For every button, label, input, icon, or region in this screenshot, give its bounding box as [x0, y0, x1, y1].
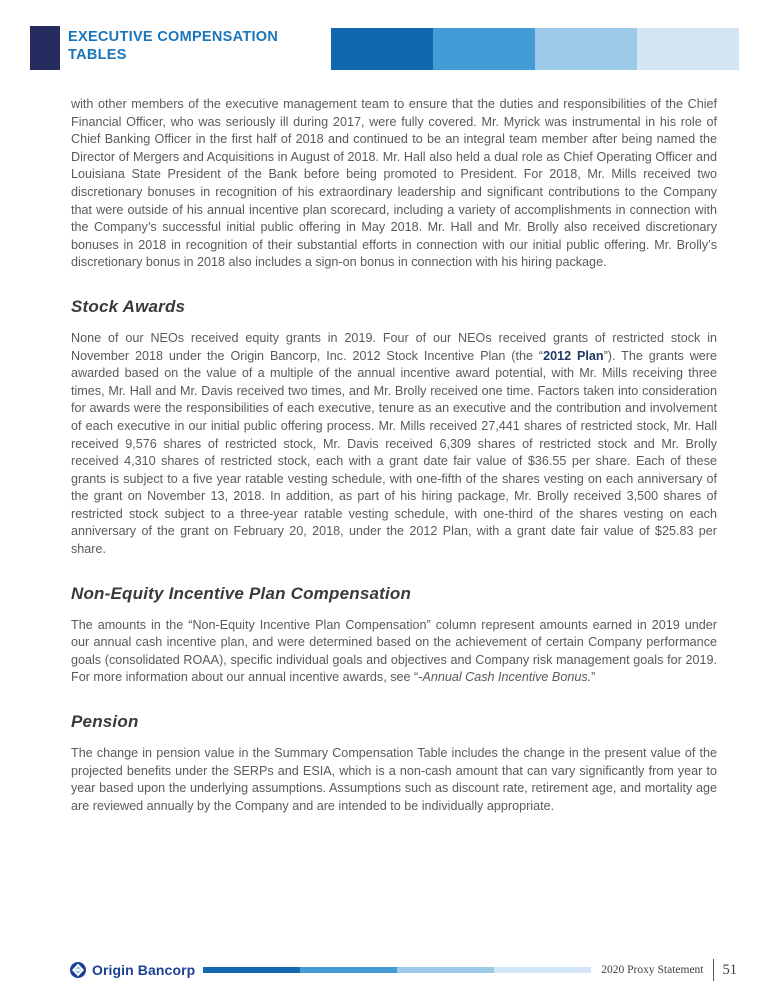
non-equity-text-before: The amounts in the “Non-Equity Incentive Plan Compensation” column represent amounts earned in 2019 under our annual cash incentive plan, and were determined based on the achievement of certain Company performance goals (consolidated ROAA), specific individual goals and objectives and Company risk management goals for 2019. For more information about our annual incentive awards, see “ [71, 617, 717, 685]
footer-divider [713, 959, 714, 981]
footer-document-title: 2020 Proxy Statement [601, 964, 704, 976]
pension-paragraph: The change in pension value in the Summary Compensation Table includes the change in the present value of the projected benefits under the SERPs and ESIA, which is a non-cash amount that can vary significantly from year to year based upon the underlying assumptions. Assumptions such as discount rate, retirement age, and mortality age are reviewed annually by the Company and are intended to be individually appropriate. [71, 746, 717, 813]
page-title-line2: TABLES [68, 47, 127, 63]
stock-awards-paragraph [71, 330, 717, 559]
page-title [68, 28, 278, 64]
page-footer [70, 956, 737, 984]
header-gradient-bar [331, 28, 739, 70]
non-equity-text-after: ” [591, 670, 596, 685]
stock-awards-text-before: None of our NEOs received equity grants in 2019. Four of our NEOs received grants of restricted stock in November 2018 under the Origin Bancorp, Inc. 2012 Stock Incentive Plan (the “ [71, 330, 717, 363]
origin-bancorp-logo-icon [70, 962, 86, 978]
non-equity-paragraph [71, 617, 717, 687]
gradient-segment-2 [433, 28, 535, 70]
stock-awards-heading: Stock Awards [71, 296, 186, 316]
non-equity-heading: Non-Equity Incentive Plan Compensation [71, 583, 412, 603]
footer-brand-name: Origin Bancorp [92, 962, 196, 978]
gradient-segment-3 [535, 28, 637, 70]
document-body [71, 96, 717, 815]
defined-term-2012-plan: 2012 Plan [543, 348, 604, 363]
pension-heading: Pension [71, 712, 139, 732]
gradient-segment-1 [331, 28, 433, 70]
footer-page-number: 51 [722, 961, 737, 978]
page-title-line1: EXECUTIVE COMPENSATION [68, 29, 279, 45]
intro-paragraph: with other members of the executive management team to ensure that the duties and responsibilities of the Chief Financial Officer, who was seriously ill during 2017, were fully covered. Mr. Myrick was instrumental in his role of Chief Banking Officer in the first half of 2018 and continued to be an integral team member after being named the Director of Mergers and Acquisitions in August of 2018. Mr. Hall also held a dual role as Chief Operating Officer and Louisiana State President of the Bank before being promoted to President. For 2018, Mr. Mills received two discretionary bonuses in recognition of his extraordinary leadership and significant contributions to the Company that were outside of his annual incentive plan scorecard, including a variety of accomplishments in connection with the Company’s successful initial public offering in May 2018. Mr. Hall and Mr. Brolly also received discretionary bonuses in 2018 in recognition of their substantial efforts in connection with our initial public offering. Mr. Brolly’s discretionary bonus in 2018 also includes a sign-on bonus in connection with his hiring package. [71, 97, 717, 270]
gradient-segment-3 [397, 967, 494, 973]
stock-awards-text-after: ”). The grants were awarded based on the value of a multiple of the annual incentive award potential, with Mr. Mills receiving three times, Mr. Hall and Mr. Davis received two times, and Mr. Brolly received one time. Factors taken into consideration for awards were the responsibilities of each executive, tenure as an executive and the contribution and involvement of each executive in our initial public offering process. Mr. Mills received 27,441 shares of restricted stock, Mr. Hall received 9,576 shares of restricted stock, Mr. Davis received 6,309 shares of restricted stock and Mr. Brolly received 4,310 shares of restricted stock, each with a grant date fair value of $36.55 per share. Each of these grants is subject to a five year ratable vesting schedule, with one-fifth of the shares vesting on each anniversary of the grant on November 13, 2018. In addition, as part of his hiring package, Mr. Brolly received 3,500 shares of restricted stock subject to a three-year ratable vesting schedule, with one-third of the shares vesting on each anniversary of the grant on February 20, 2018, under the 2012 Plan, with a grant date fair value of $25.83 per share. [71, 348, 717, 557]
gradient-segment-2 [300, 967, 397, 973]
footer-gradient-bar [203, 967, 591, 973]
gradient-segment-4 [637, 28, 739, 70]
gradient-segment-1 [203, 967, 300, 973]
header-accent-square [30, 26, 60, 70]
annual-cash-incentive-bonus-reference: -Annual Cash Incentive Bonus. [418, 670, 592, 685]
gradient-segment-4 [494, 967, 591, 973]
